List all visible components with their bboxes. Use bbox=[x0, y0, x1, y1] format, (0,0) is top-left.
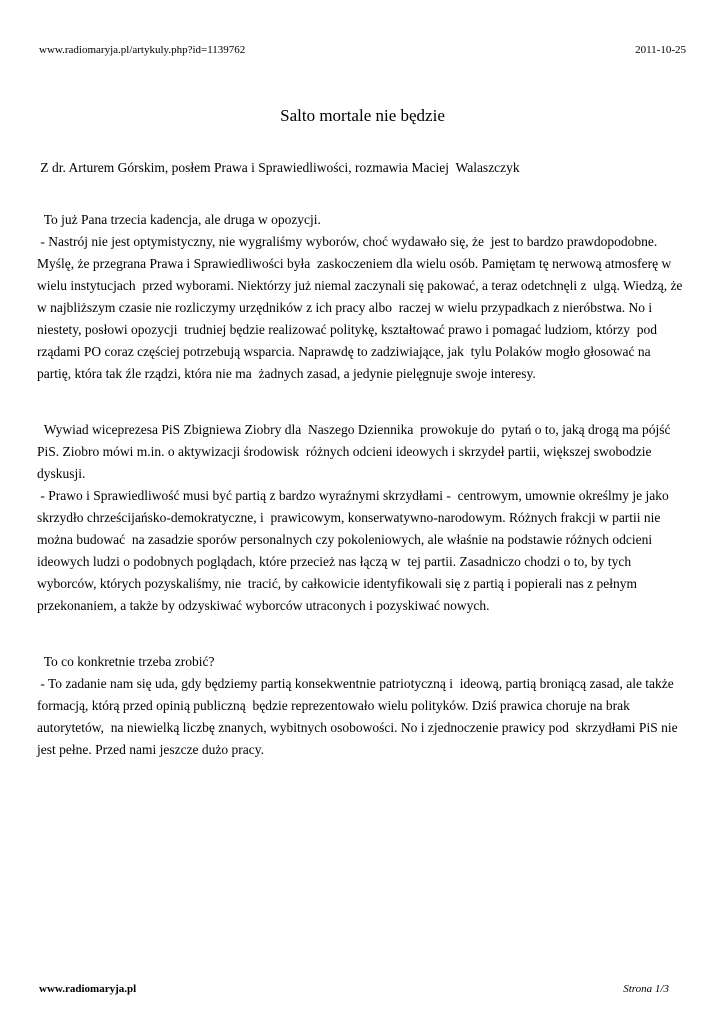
article-title: Salto mortale nie będzie bbox=[280, 106, 445, 125]
header-url: www.radiomaryja.pl/artykuly.php?id=1139762 bbox=[39, 44, 246, 56]
paragraph-spacer bbox=[37, 617, 687, 651]
footer-page-number: Strona 1/3 bbox=[623, 983, 669, 995]
answer-3: - To zadanie nam się uda, gdy będziemy partią konsekwentnie patriotyczną i ideową, partią broniącą zasad, ale także formacją, którą przed opinią publiczną będzie reprezentowało wielu polityków. Dziś prawica choruje na brak autorytetów, na niewielką liczbę znanych, wybitnych osobowości. No i zjednoczenie prawicy pod skrzydłami PiS nie jest pełne. Przed nami jeszcze dużo pracy. bbox=[37, 676, 681, 757]
question-3: To co konkretnie trzeba zrobić? bbox=[37, 654, 215, 669]
answer-2: - Prawo i Sprawiedliwość musi być partią z bardzo wyraźnymi skrzydłami - centrowym, umownie określmy je jako skrzydło chrześcijańsko-demokratyczne, i prawicowym, konserwatywno-narodowym. Różnych frakcji w partii nie można budować na zasadzie sporów personalnych czy pokoleniowych, ale właśnie na podstawie różnych odcieni ideowych ludzi o podobnych poglądach, które przecież nas łączą w tej partii. Zasadniczo chodzi o to, by tych wyborców, których pozyskaliśmy, nie tracić, by całkowicie identyfikowali się z partią i popierali nas z pełnym przekonaniem, a także by odzyskiwać wyborców utraconych i pozyskiwać nowych. bbox=[37, 488, 673, 613]
paragraph-spacer bbox=[37, 179, 687, 209]
footer-site: www.radiomaryja.pl bbox=[39, 983, 137, 995]
article-body bbox=[37, 157, 687, 761]
answer-1: - Nastrój nie jest optymistyczny, nie wygraliśmy wyborów, choć wydawało się, że jest to bardzo prawdopodobne. Myślę, że przegrana Prawa i Sprawiedliwości była zaskoczeniem dla wielu osób. Pamiętam tę nerwową atmosferę w wielu instytucjach przed wyborami. Niektórzy już niemal zaczynali się pakować, a teraz odetchnęli z ulgą. Wiedzą, że w najbliższym czasie nie rozliczymy urzędników z ich pracy albo raczej w wielu przypadkach z nieróbstwa. No i niestety, posłowi opozycji trudniej będzie realizować politykę, kształtować prawo i pomagać ludziom, którzy pod rządami PO coraz częściej potrzebują wsparcia. Naprawdę to zadziwiające, jak tylu Polaków mogło głosować na partię, która tak źle rządzi, która nie ma żadnych zasad, a jedynie pielęgnuje swoje interesy. bbox=[37, 234, 686, 381]
header-date: 2011-10-25 bbox=[635, 44, 686, 56]
paragraph-spacer bbox=[37, 385, 687, 419]
question-1: To już Pana trzecia kadencja, ale druga w opozycji. bbox=[37, 212, 321, 227]
question-2: Wywiad wiceprezesa PiS Zbigniewa Ziobry dla Naszego Dziennika prowokuje do pytań o to, jaką drogą ma pójść PiS. Ziobro mówi m.in. o aktywizacji środowisk różnych odcieni ideowych i skrzydeł partii, większej swobodzie dyskusji. bbox=[37, 422, 674, 481]
article-intro: Z dr. Arturem Górskim, posłem Prawa i Sprawiedliwości, rozmawia Maciej Walaszczyk bbox=[37, 160, 520, 175]
